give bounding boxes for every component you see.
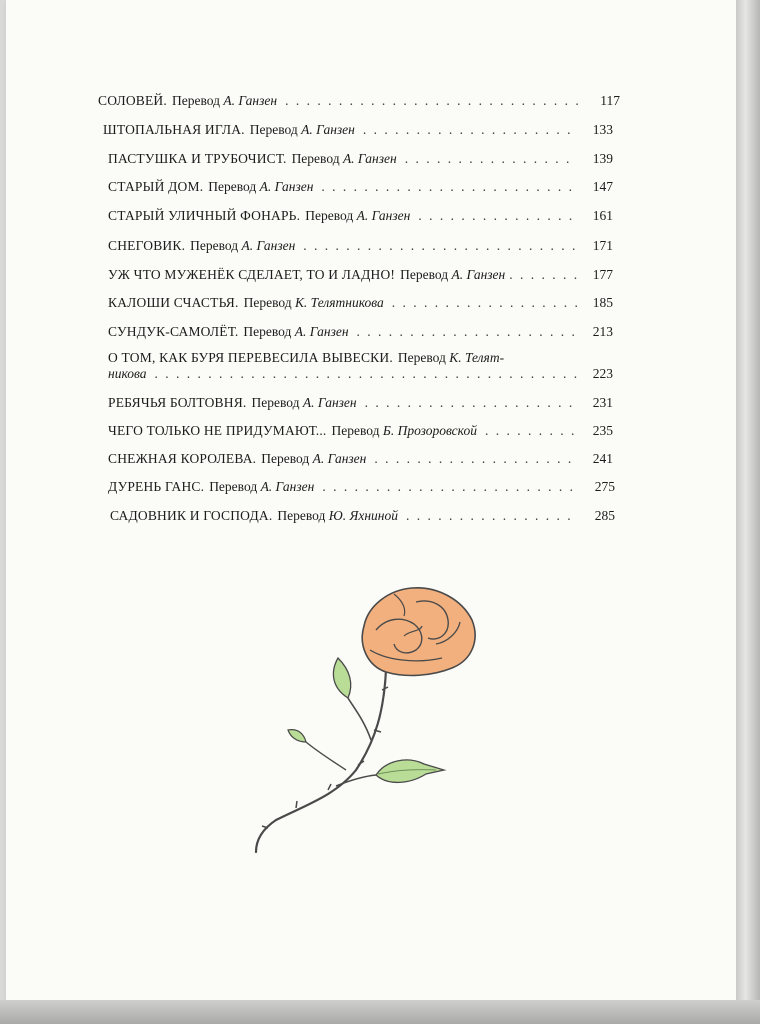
entry-translation: Перевод А. Ганзен — [171, 93, 278, 108]
entry-page-number: 147 — [592, 179, 613, 194]
entry-translation: Перевод А. Ганзен — [243, 324, 349, 339]
entry-translation: Перевод Б. Прозоровской — [331, 423, 477, 438]
entry-translator: А. Ганзен — [301, 122, 355, 137]
entry-page-number: 117 — [600, 93, 620, 108]
entry-title: СТАРЫЙ УЛИЧНЫЙ ФОНАРЬ. — [108, 208, 301, 223]
entry-page-number: 241 — [592, 451, 613, 466]
entry-translation: Перевод А. Ганзен — [208, 179, 314, 194]
entry-page-number: 133 — [592, 122, 613, 137]
entry-translator: А. Ганзен — [342, 151, 397, 166]
leader-dots — [357, 324, 577, 340]
entry-translator: А. Ганзен — [241, 238, 296, 253]
leader-dots — [321, 179, 577, 195]
leader-dots — [405, 151, 577, 167]
entry-page-number: 171 — [592, 238, 613, 253]
toc-entry — [108, 238, 613, 254]
entry-translator: Б. Прозоровской — [382, 423, 477, 438]
leaf-shape — [288, 730, 306, 742]
entry-translator-continuation: никова — [108, 366, 147, 381]
entry-page-number: 139 — [592, 151, 613, 166]
leader-dots — [303, 238, 577, 254]
leader-dots — [509, 267, 581, 283]
entry-translation: Перевод А. Ганзен — [291, 151, 397, 166]
entry-translator: К. Телятникова — [294, 295, 384, 310]
entry-page-number: 275 — [594, 479, 615, 494]
entry-translation: Перевод К. Телятникова — [243, 295, 384, 310]
book-page — [6, 0, 736, 1000]
leader-dots — [418, 208, 577, 224]
toc-entry-continuation — [108, 366, 613, 382]
entry-translation: Перевод А. Ганзен — [249, 122, 355, 137]
toc-entry — [98, 93, 620, 109]
entry-title: СНЕЖНАЯ КОРОЛЕВА. — [108, 451, 257, 466]
entry-title: УЖ ЧТО МУЖЕНЁК СДЕЛАЕТ, ТО И ЛАДНО! — [108, 267, 396, 282]
book-edge-right — [736, 0, 760, 1024]
entry-title: О ТОМ, КАК БУРЯ ПЕРЕВЕСИЛА ВЫВЕСКИ. — [108, 350, 393, 365]
toc-entry — [108, 350, 613, 366]
entry-translator: А. Ганзен — [356, 208, 411, 223]
entry-title: СНЕГОВИК. — [108, 238, 186, 253]
entry-title: САДОВНИК И ГОСПОДА. — [110, 508, 273, 523]
entry-translator: А. Ганзен — [223, 93, 278, 108]
leader-dots — [406, 508, 579, 524]
toc-entry — [108, 179, 613, 195]
entry-title: ДУРЕНЬ ГАНС. — [108, 479, 205, 494]
toc-entry — [108, 208, 613, 224]
entry-page-number: 161 — [592, 208, 613, 223]
leaf-shape — [333, 658, 350, 698]
entry-title: ЧЕГО ТОЛЬКО НЕ ПРИДУМАЮТ... — [108, 423, 327, 438]
entry-title: СУНДУК-САМОЛЁТ. — [108, 324, 239, 339]
leaf-shape — [376, 760, 444, 782]
entry-page-number: 213 — [592, 324, 613, 339]
entry-title: ПАСТУШКА И ТРУБОЧИСТ. — [108, 151, 287, 166]
toc-entry — [108, 395, 613, 411]
entry-page-number: 223 — [592, 366, 613, 381]
entry-translation: Перевод А. Ганзен — [209, 479, 315, 494]
entry-translation: Перевод А. Ганзен — [305, 208, 411, 223]
entry-translator: А. Ганзен — [312, 451, 367, 466]
entry-translator: Ю. Яхниной — [328, 508, 398, 523]
entry-translator: К. Телят- — [449, 350, 505, 365]
book-edge-bottom — [0, 1000, 760, 1024]
entry-translator: А. Ганзен — [302, 395, 357, 410]
entry-translation: Перевод К. Телят- — [397, 350, 505, 365]
entry-translation: Перевод А. Ганзен — [251, 395, 357, 410]
toc-entry — [108, 151, 613, 167]
entry-page-number: 235 — [592, 423, 613, 438]
entry-title: СТАРЫЙ ДОМ. — [108, 179, 204, 194]
table-of-contents — [6, 0, 736, 560]
entry-translation: Перевод А. Ганзен — [261, 451, 367, 466]
entry-translator: А. Ганзен — [260, 479, 315, 494]
toc-entry — [108, 451, 613, 467]
leader-dots — [374, 451, 577, 467]
leader-dots — [322, 479, 579, 495]
entry-title: РЕБЯЧЬЯ БОЛТОВНЯ. — [108, 395, 247, 410]
entry-page-number: 185 — [592, 295, 613, 310]
entry-translation: Перевод А. Ганзен — [190, 238, 296, 253]
leader-dots — [392, 295, 577, 311]
leader-dots — [363, 122, 577, 138]
toc-entry — [108, 324, 613, 340]
entry-translation: Перевод Ю. Яхниной — [277, 508, 398, 523]
entry-translator: А. Ганзен — [259, 179, 314, 194]
entry-translator: А. Ганзен — [451, 267, 506, 282]
entry-title: КАЛОШИ СЧАСТЬЯ. — [108, 295, 239, 310]
entry-page-number: 177 — [592, 267, 613, 282]
entry-translator: А. Ганзен — [294, 324, 349, 339]
leader-dots — [485, 423, 577, 439]
leader-dots — [365, 395, 577, 411]
toc-entry — [108, 423, 613, 439]
entry-page-number: 285 — [594, 508, 615, 523]
rose-illustration-icon — [236, 580, 476, 870]
leader-dots — [155, 366, 577, 382]
toc-entry — [103, 122, 613, 138]
toc-entry — [108, 295, 613, 311]
toc-entry — [108, 267, 613, 283]
leader-dots — [285, 93, 584, 109]
entry-title: ШТОПАЛЬНАЯ ИГЛА. — [103, 122, 245, 137]
entry-page-number: 231 — [592, 395, 613, 410]
entry-translation: Перевод А. Ганзен — [400, 267, 506, 282]
entry-title: СОЛОВЕЙ. — [98, 93, 167, 108]
toc-entry — [110, 508, 615, 524]
toc-entry — [108, 479, 615, 495]
